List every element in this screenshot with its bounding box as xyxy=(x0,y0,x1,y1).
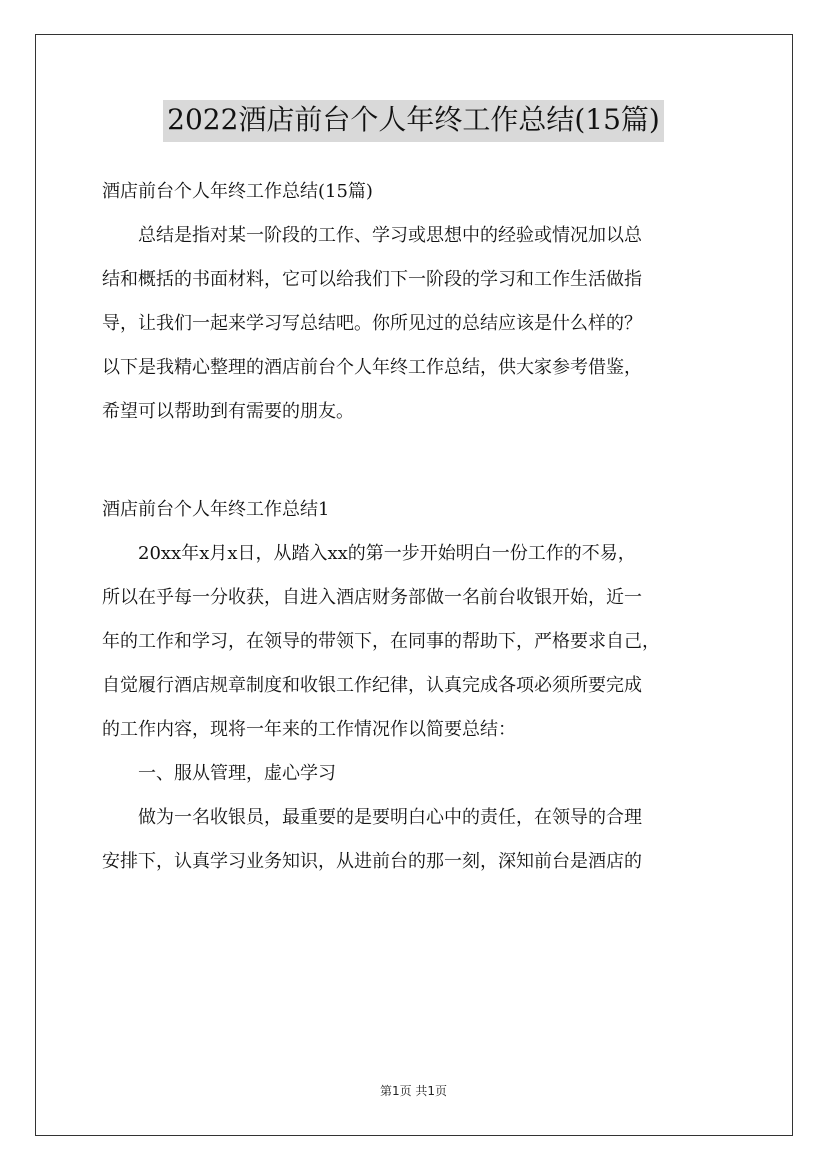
title-container xyxy=(0,100,827,142)
section-heading: 酒店前台个人年终工作总结1 xyxy=(102,499,330,520)
section1-line: 20xx年x月x日，从踏入xx的第一步开始明白一份工作的不易， xyxy=(138,543,636,564)
section1-line: 自觉履行酒店规章制度和收银工作纪律，认真完成各项必须所要完成 xyxy=(102,675,642,696)
section1-line: 年的工作和学习，在领导的带领下，在同事的帮助下，严格要求自己， xyxy=(102,631,660,652)
paragraph-line: 安排下，认真学习业务知识，从进前台的那一刻，深知前台是酒店的 xyxy=(102,851,642,872)
section1-line: 所以在乎每一分收获，自进入酒店财务部做一名前台收银开始，近一 xyxy=(102,587,642,608)
page-footer: 第1页 共1页 xyxy=(379,1084,448,1098)
document-title: 2022酒店前台个人年终工作总结(15篇) xyxy=(163,100,664,142)
intro-line: 以下是我精心整理的酒店前台个人年终工作总结，供大家参考借鉴， xyxy=(102,357,642,378)
section1-line: 的工作内容，现将一年来的工作情况作以简要总结： xyxy=(102,719,516,740)
intro-line: 总结是指对某一阶段的工作、学习或思想中的经验或情况加以总 xyxy=(138,225,642,246)
intro-line: 结和概括的书面材料，它可以给我们下一阶段的学习和工作生活做指 xyxy=(102,269,642,290)
document-body xyxy=(102,170,742,884)
paragraph-gap xyxy=(102,434,742,488)
intro-line: 希望可以帮助到有需要的朋友。 xyxy=(102,401,354,422)
subheading: 一、服从管理，虚心学习 xyxy=(138,763,336,784)
paragraph-line: 做为一名收银员，最重要的是要明白心中的责任，在领导的合理 xyxy=(138,807,642,828)
document-subtitle: 酒店前台个人年终工作总结(15篇) xyxy=(102,181,373,202)
intro-line: 导，让我们一起来学习写总结吧。你所见过的总结应该是什么样的？ xyxy=(102,313,642,334)
